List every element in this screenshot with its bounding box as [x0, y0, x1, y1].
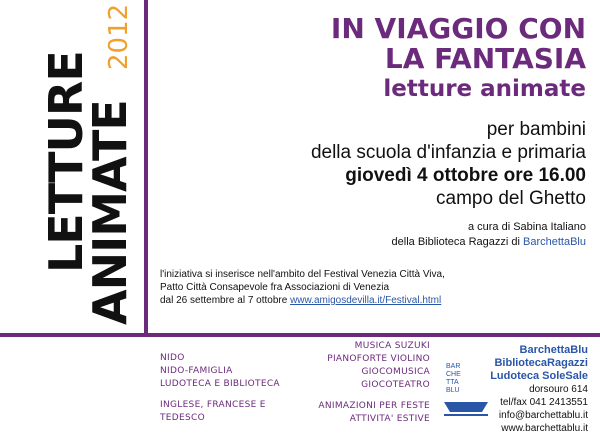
vertical-divider: [144, 0, 148, 333]
info-school: della scuola d'infanzia e primaria: [310, 142, 586, 163]
credit-line1: a cura di Sabina Italiano: [467, 221, 586, 233]
services-left-group2: [160, 399, 280, 425]
horizontal-divider: [0, 333, 600, 337]
boat-hull: [444, 402, 488, 412]
main-heading: [331, 14, 586, 102]
festival-note: [160, 268, 580, 307]
service-item: ANIMAZIONI PER FESTE: [318, 401, 430, 411]
banner-animate: ANIMATE: [83, 100, 137, 325]
heading-line2: LA FANTASIA: [384, 42, 586, 75]
service-item: NIDO-FAMIGLIA: [160, 366, 233, 376]
credit-line2: [392, 235, 586, 250]
note-line3: [160, 294, 580, 307]
banner-year: 2012: [104, 3, 134, 70]
logo-text3: TTA: [446, 379, 459, 386]
service-item: GIOCOTEATRO: [361, 380, 430, 390]
brand-phone: tel/fax 041 2413551: [500, 397, 588, 408]
logo-text2: CHE: [446, 371, 461, 378]
info-audience: per bambini: [486, 119, 586, 140]
logo-text1: BAR: [446, 363, 461, 370]
service-item: GIOCOMUSICA: [361, 367, 430, 377]
note-line1: l'iniziativa si inserisce nell'ambito del Festival Venezia Città Viva,: [160, 269, 445, 280]
brand-library: BibliotecaRagazzi: [494, 357, 588, 369]
services-right-group2: [300, 400, 430, 426]
services-left: [160, 352, 280, 425]
note-line2: Patto Città Consapevole fra Associazioni di Venezia: [160, 282, 390, 293]
service-item: ATTIVITA' ESTIVE: [349, 414, 430, 424]
brand-ludoteca: Ludoteca SoleSale: [490, 370, 588, 382]
barchettablu-logo: [442, 358, 490, 418]
credit: [392, 220, 586, 250]
services-left-group1: [160, 352, 280, 391]
service-item: INGLESE, FRANCESE E: [160, 400, 266, 410]
service-item: PIANOFORTE VIOLINO: [327, 354, 430, 364]
side-banner: [0, 0, 150, 333]
credit-prefix: della Biblioteca Ragazzi di: [391, 236, 524, 248]
brand-block: [490, 344, 588, 435]
note-prefix: dal 26 settembre al 7 ottobre: [160, 295, 291, 306]
festival-link[interactable]: www.amigosdevilla.it/Festival.html: [290, 295, 442, 306]
heading-line1: IN VIAGGIO CON: [330, 12, 586, 45]
service-item: MUSICA SUZUKI: [354, 341, 430, 351]
event-info: [311, 118, 586, 210]
service-item: NIDO: [160, 353, 185, 363]
info-date: giovedì 4 ottobre ore 16.00: [345, 165, 586, 186]
info-location: campo del Ghetto: [436, 188, 586, 209]
services-right: [300, 340, 430, 426]
service-item: LUDOTECA E BIBLIOTECA: [160, 379, 280, 389]
logo-waterline: [444, 414, 488, 416]
logo-text4: BLU: [446, 387, 460, 394]
services-right-group1: [300, 340, 430, 392]
credit-link[interactable]: BarchettaBlu: [523, 236, 586, 248]
brand-name: BarchettaBlu: [519, 344, 588, 356]
brand-address: dorsouro 614: [529, 384, 588, 395]
heading-line3: letture animate: [383, 76, 586, 102]
banner-letture: LETTURE: [39, 51, 93, 273]
service-item: TEDESCO: [160, 413, 205, 423]
brand-website[interactable]: www.barchettablu.it: [501, 423, 588, 434]
brand-email[interactable]: info@barchettablu.it: [498, 410, 588, 421]
